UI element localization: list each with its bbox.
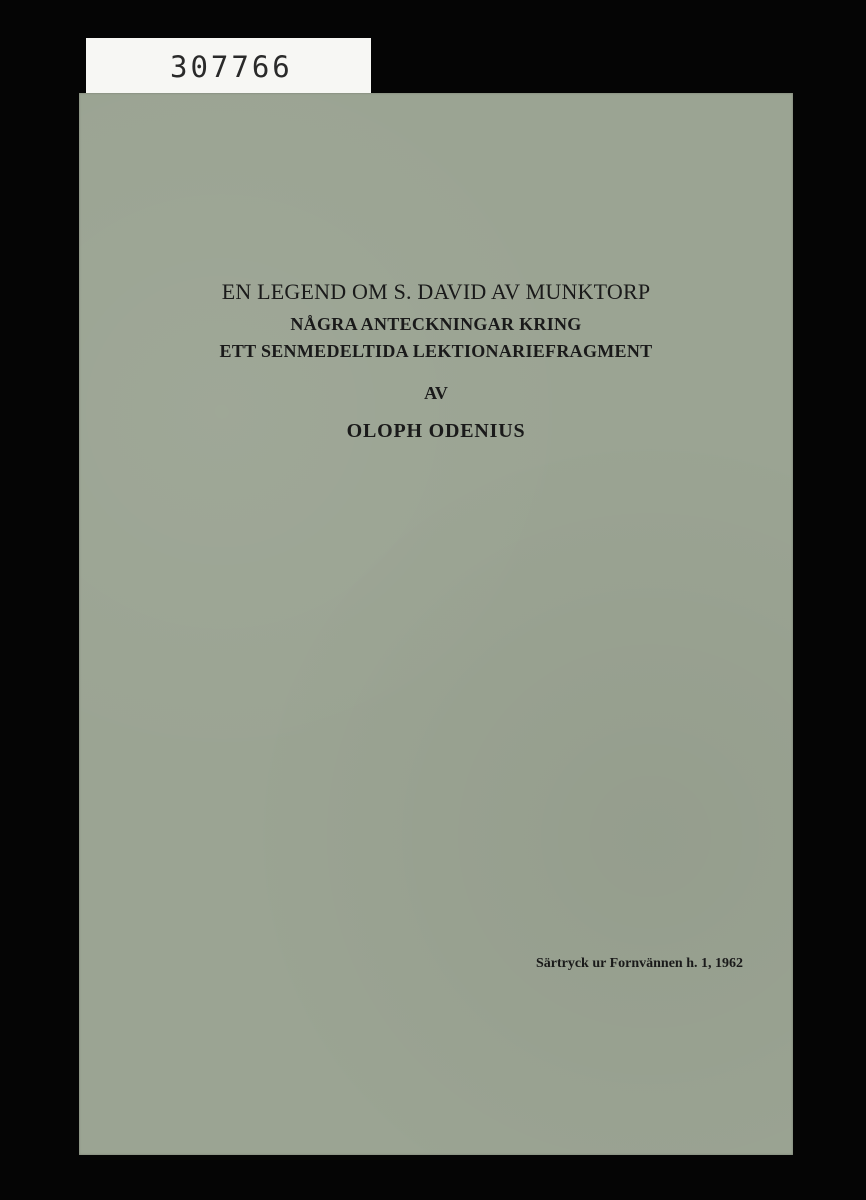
catalog-label xyxy=(86,38,371,96)
catalog-number: 307766 xyxy=(170,50,293,84)
cover-title: EN LEGEND OM S. DAVID AV MUNKTORP xyxy=(221,279,651,304)
offprint-note: Särtryck ur Fornvännen h. 1, 1962 xyxy=(535,956,743,971)
cover-author: OLOPH ODENIUS xyxy=(346,420,526,442)
cover-subtitle-line-1: NÅGRA ANTECKNINGAR KRING xyxy=(290,314,582,334)
booklet-cover xyxy=(79,93,793,1155)
cover-subtitle-line-2: ETT SENMEDELTIDA LEKTIONARIEFRAGMENT xyxy=(219,341,653,361)
title-block xyxy=(79,281,793,441)
cover-by: AV xyxy=(424,383,448,403)
